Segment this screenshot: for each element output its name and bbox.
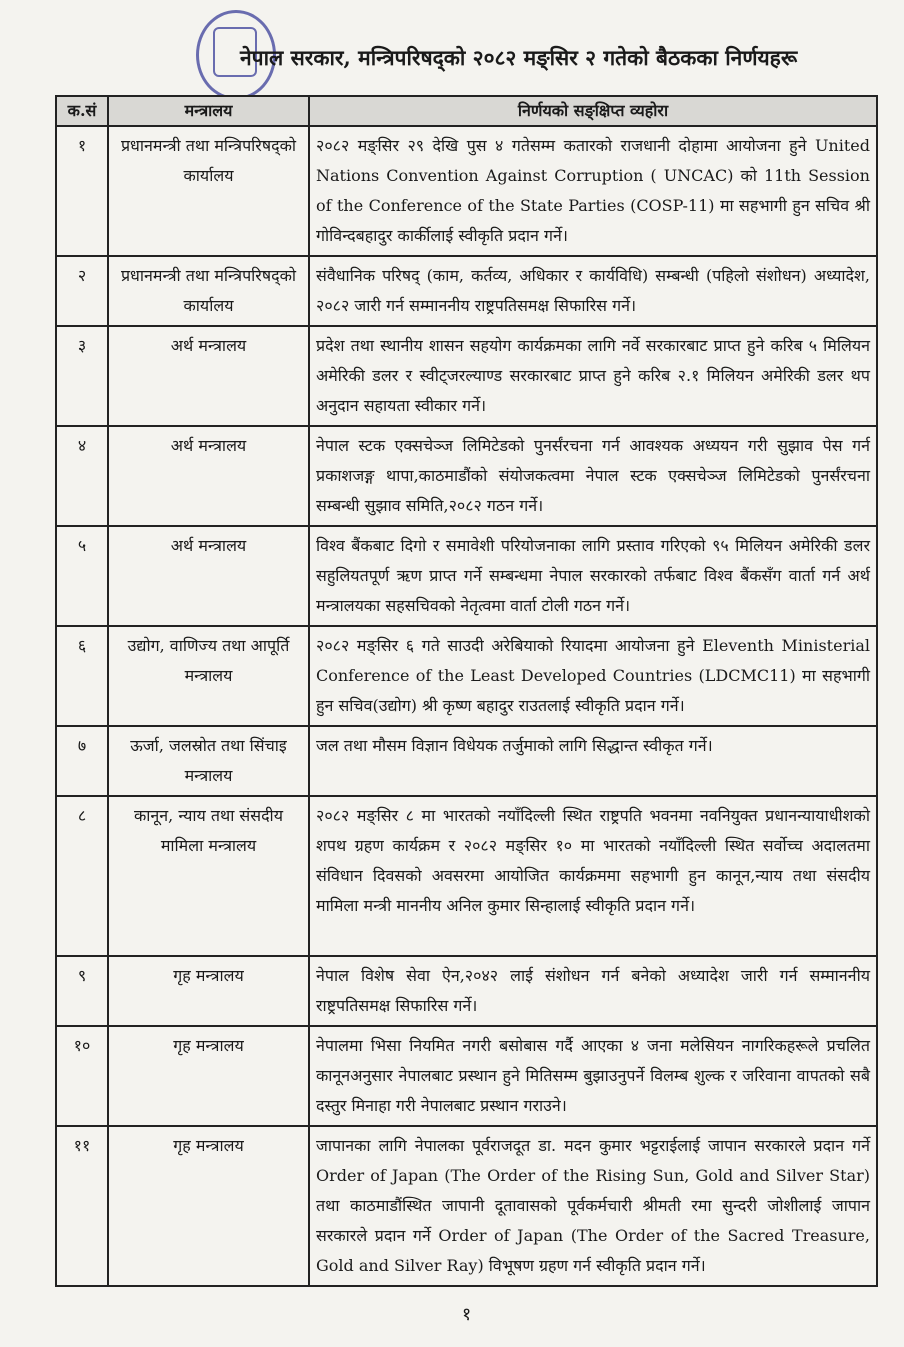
serial-number: ६ — [56, 626, 108, 726]
decision-text: नेपालमा भिसा नियमित नगरी बसोबास गर्दै आएका ४ जना मलेसियन नागरिकहरूले प्रचलित कानूनअनुसार नेपालबाट प्रस्थान हुने मितिसम्म बुझाउनुपर्ने विलम्ब शुल्क र जरिवाना वापतको सबै दस्तुर मिनाहा गरी नेपालबाट प्रस्थान गराउने। — [309, 1026, 877, 1126]
decision-text: प्रदेश तथा स्थानीय शासन सहयोग कार्यक्रमका लागि नर्वे सरकारबाट प्राप्त हुने करिब ५ मिलियन अमेरिकी डलर र स्वीट्जरल्याण्ड सरकारबाट प्राप्त हुने करिब २.१ मिलियन अमेरिकी डलर थप अनुदान सहायता स्वीकार गर्ने। — [309, 326, 877, 426]
serial-number: २ — [56, 256, 108, 326]
ministry-name: ऊर्जा, जलस्रोत तथा सिंचाइ मन्त्रालय — [108, 726, 309, 796]
table-header — [56, 96, 877, 126]
serial-number: ३ — [56, 326, 108, 426]
table-row — [56, 256, 877, 326]
decision-text: जापानका लागि नेपालका पूर्वराजदूत डा. मदन कुमार भट्टराईलाई जापान सरकारले प्रदान गर्ने Order of Japan (The Order of the Rising Sun, Gold and Silver Star) तथा काठमाडौंस्थित जापानी दूतावासको पूर्वकर्मचारी श्रीमती रमा सुन्दरी जोशीलाई जापान सरकारले प्रदान गर्ने Order of Japan (The Order of the Sacred Treasure, Gold and Silver Ray) विभूषण ग्रहण गर्न स्वीकृति प्रदान गर्ने। — [309, 1126, 877, 1286]
serial-number: ५ — [56, 526, 108, 626]
serial-number: ८ — [56, 796, 108, 956]
decision-text: जल तथा मौसम विज्ञान विधेयक तर्जुमाको लागि सिद्धान्त स्वीकृत गर्ने। — [309, 726, 877, 796]
decision-text: २०८२ मङ्सिर २९ देखि पुस ४ गतेसम्म कतारको राजधानी दोहामा आयोजना हुने United Nations Convention Against Corruption ( UNCAC) को 11th Session of the Conference of the State Parties (COSP-11) मा सहभागी हुन सचिव श्री गोविन्दबहादुर कार्कीलाई स्वीकृति प्रदान गर्ने। — [309, 126, 877, 256]
ministry-name: गृह मन्त्रालय — [108, 1026, 309, 1126]
serial-number: ४ — [56, 426, 108, 526]
decision-text: संवैधानिक परिषद् (काम, कर्तव्य, अधिकार र कार्यविधि) सम्बन्धी (पहिलो संशोधन) अध्यादेश, २०८२ जारी गर्न सम्माननीय राष्ट्रपतिसमक्ष सिफारिस गर्ने। — [309, 256, 877, 326]
ministry-name: अर्थ मन्त्रालय — [108, 526, 309, 626]
ministry-name: प्रधानमन्त्री तथा मन्त्रिपरिषद्को कार्यालय — [108, 256, 309, 326]
header-serial: क.सं — [56, 96, 108, 126]
table-row — [56, 326, 877, 426]
decision-text: नेपाल स्टक एक्सचेञ्ज लिमिटेडको पुनर्संरचना गर्न आवश्यक अध्ययन गरी सुझाव पेस गर्न प्रकाशजङ्ग थापा,काठमाडौंको संयोजकत्वमा नेपाल स्टक एक्सचेञ्ज लिमिटेडको पुनर्संरचना सम्बन्धी सुझाव समिति,२०८२ गठन गर्ने। — [309, 426, 877, 526]
ministry-name: उद्योग, वाणिज्य तथा आपूर्ति मन्त्रालय — [108, 626, 309, 726]
ministry-name: अर्थ मन्त्रालय — [108, 426, 309, 526]
decision-text: विश्व बैंकबाट दिगो र समावेशी परियोजनाका लागि प्रस्ताव गरिएको ९५ मिलियन अमेरिकी डलर सहुलियतपूर्ण ऋण प्राप्त गर्ने सम्बन्धमा नेपाल सरकारको तर्फबाट विश्व बैंकसँग वार्ता गर्न अर्थ मन्त्रालयका सहसचिवको नेतृत्वमा वार्ता टोली गठन गर्ने। — [309, 526, 877, 626]
page-title: नेपाल सरकार, मन्त्रिपरिषद्को २०८२ मङ्सिर २ गतेको बैठकका निर्णयहरू — [240, 45, 798, 70]
ministry-name: गृह मन्त्रालय — [108, 1126, 309, 1286]
serial-number: ९ — [56, 956, 108, 1026]
decision-text: २०८२ मङ्सिर ६ गते साउदी अरेबियाको रियादमा आयोजना हुने Eleventh Ministerial Conference of the Least Developed Countries (LDCMC11) मा सहभागी हुन सचिव(उद्योग) श्री कृष्ण बहादुर राउतलाई स्वीकृति प्रदान गर्ने। — [309, 626, 877, 726]
table-row — [56, 1026, 877, 1126]
serial-number: ११ — [56, 1126, 108, 1286]
ministry-name: अर्थ मन्त्रालय — [108, 326, 309, 426]
serial-number: १० — [56, 1026, 108, 1126]
decisions-table — [55, 95, 878, 1287]
decision-text: २०८२ मङ्सिर ८ मा भारतको नयाँदिल्ली स्थित राष्ट्रपति भवनमा नवनियुक्त प्रधानन्यायाधीशको शपथ ग्रहण कार्यक्रम र २०८२ मङ्सिर १० मा भारतको नयाँदिल्ली स्थित सर्वोच्च अदालतमा संविधान दिवसको अवसरमा आयोजित कार्यक्रममा सहभागी हुन कानून,न्याय तथा संसदीय मामिला मन्त्री माननीय अनिल कुमार सिन्हालाई स्वीकृति प्रदान गर्ने। — [309, 796, 877, 956]
table-row — [56, 1126, 877, 1286]
serial-number: ७ — [56, 726, 108, 796]
table-row — [56, 526, 877, 626]
header-ministry: मन्त्रालय — [108, 96, 309, 126]
table-row — [56, 956, 877, 1026]
table-row — [56, 626, 877, 726]
table-row — [56, 426, 877, 526]
decision-text: नेपाल विशेष सेवा ऐन,२०४२ लाई संशोधन गर्न बनेको अध्यादेश जारी गर्न सम्माननीय राष्ट्रपतिसमक्ष सिफारिस गर्ने। — [309, 956, 877, 1026]
table-row — [56, 796, 877, 956]
table-row — [56, 726, 877, 796]
ministry-name: कानून, न्याय तथा संसदीय मामिला मन्त्रालय — [108, 796, 309, 956]
serial-number: १ — [56, 126, 108, 256]
ministry-name: प्रधानमन्त्री तथा मन्त्रिपरिषद्को कार्यालय — [108, 126, 309, 256]
table-row — [56, 126, 877, 256]
ministry-name: गृह मन्त्रालय — [108, 956, 309, 1026]
header-decision: निर्णयको सङ्क्षिप्त व्यहोरा — [309, 96, 877, 126]
page-number: १ — [461, 1304, 472, 1325]
